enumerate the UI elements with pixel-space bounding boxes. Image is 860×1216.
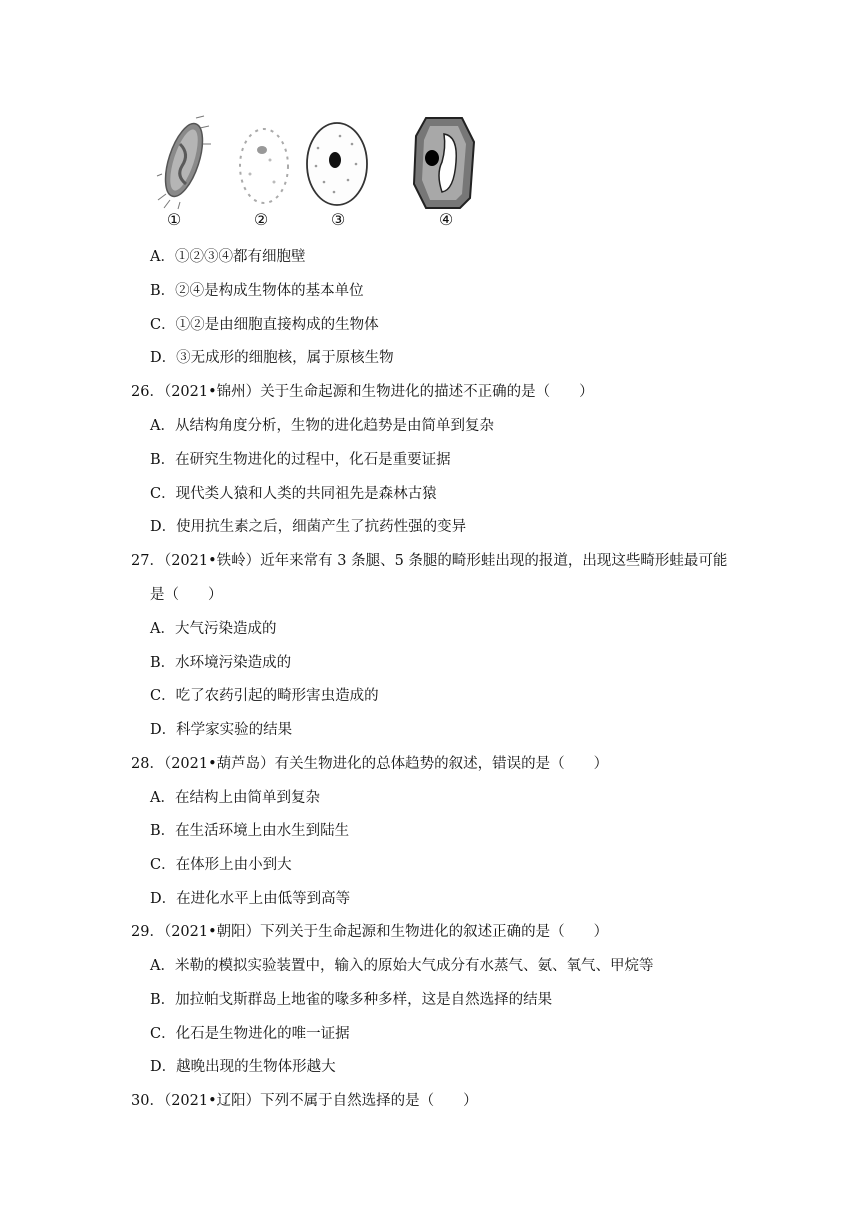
q25-option-a: A．①②③④都有细胞壁 <box>150 249 306 265</box>
q27-option-a: A．大气污染造成的 <box>150 621 277 637</box>
q27-option-d: D．科学家实验的结果 <box>150 722 293 738</box>
q30-stem: 30．（2021•辽阳）下列不属于自然选择的是（ ） <box>131 1093 478 1109</box>
q27-option-b: B．水环境污染造成的 <box>150 655 292 671</box>
q26-option-c: C．现代类人猿和人类的共同祖先是森林古猿 <box>150 486 437 502</box>
q26-option-b: B．在研究生物进化的过程中，化石是重要证据 <box>150 452 451 468</box>
animal-cell-image <box>304 120 370 208</box>
q27-stem: 27．（2021•铁岭）近年来常有 3 条腿、5 条腿的畸形蛙出现的报道，出现这些畸形蛙最可能 <box>131 553 728 569</box>
cell-figure <box>150 112 490 230</box>
figure-label-2: ② <box>253 210 269 229</box>
q25-option-c: C．①②是由细胞直接构成的生物体 <box>150 317 379 333</box>
q29-option-a: A．米勒的模拟实验装置中，输入的原始大气成分有水蒸气、氨、氧气、甲烷等 <box>150 958 654 974</box>
q28-option-d: D．在进化水平上由低等到高等 <box>150 891 351 907</box>
faint-cell-image <box>236 124 292 208</box>
q29-option-b: B．加拉帕戈斯群岛上地雀的喙多种多样，这是自然选择的结果 <box>150 992 553 1008</box>
figure-label-1: ① <box>166 210 182 229</box>
figure-label-3: ③ <box>330 210 346 229</box>
figure-label-4: ④ <box>438 210 454 229</box>
bacterium-cell-image <box>156 114 212 210</box>
q28-option-c: C．在体形上由小到大 <box>150 857 292 873</box>
plant-cell-image <box>412 114 476 210</box>
q26-option-d: D．使用抗生素之后，细菌产生了抗药性强的变异 <box>150 519 467 535</box>
q25-option-b: B．②④是构成生物体的基本单位 <box>150 283 364 299</box>
q28-option-b: B．在生活环境上由水生到陆生 <box>150 823 350 839</box>
q29-option-d: D．越晚出现的生物体形越大 <box>150 1059 336 1075</box>
q25-option-d: D．③无成形的细胞核，属于原核生物 <box>150 350 394 366</box>
q28-stem: 28．（2021•葫芦岛）有关生物进化的总体趋势的叙述，错误的是（ ） <box>131 756 609 772</box>
q27-option-c: C．吃了农药引起的畸形害虫造成的 <box>150 688 379 704</box>
q26-option-a: A．从结构角度分析，生物的进化趋势是由简单到复杂 <box>150 418 494 434</box>
q27-stem-continued: 是（ ） <box>150 587 223 603</box>
q28-option-a: A．在结构上由简单到复杂 <box>150 790 320 806</box>
q29-stem: 29．（2021•朝阳）下列关于生命起源和生物进化的叙述正确的是（ ） <box>131 924 609 940</box>
q29-option-c: C．化石是生物进化的唯一证据 <box>150 1026 350 1042</box>
q26-stem: 26．（2021•锦州）关于生命起源和生物进化的描述不正确的是（ ） <box>131 384 594 400</box>
